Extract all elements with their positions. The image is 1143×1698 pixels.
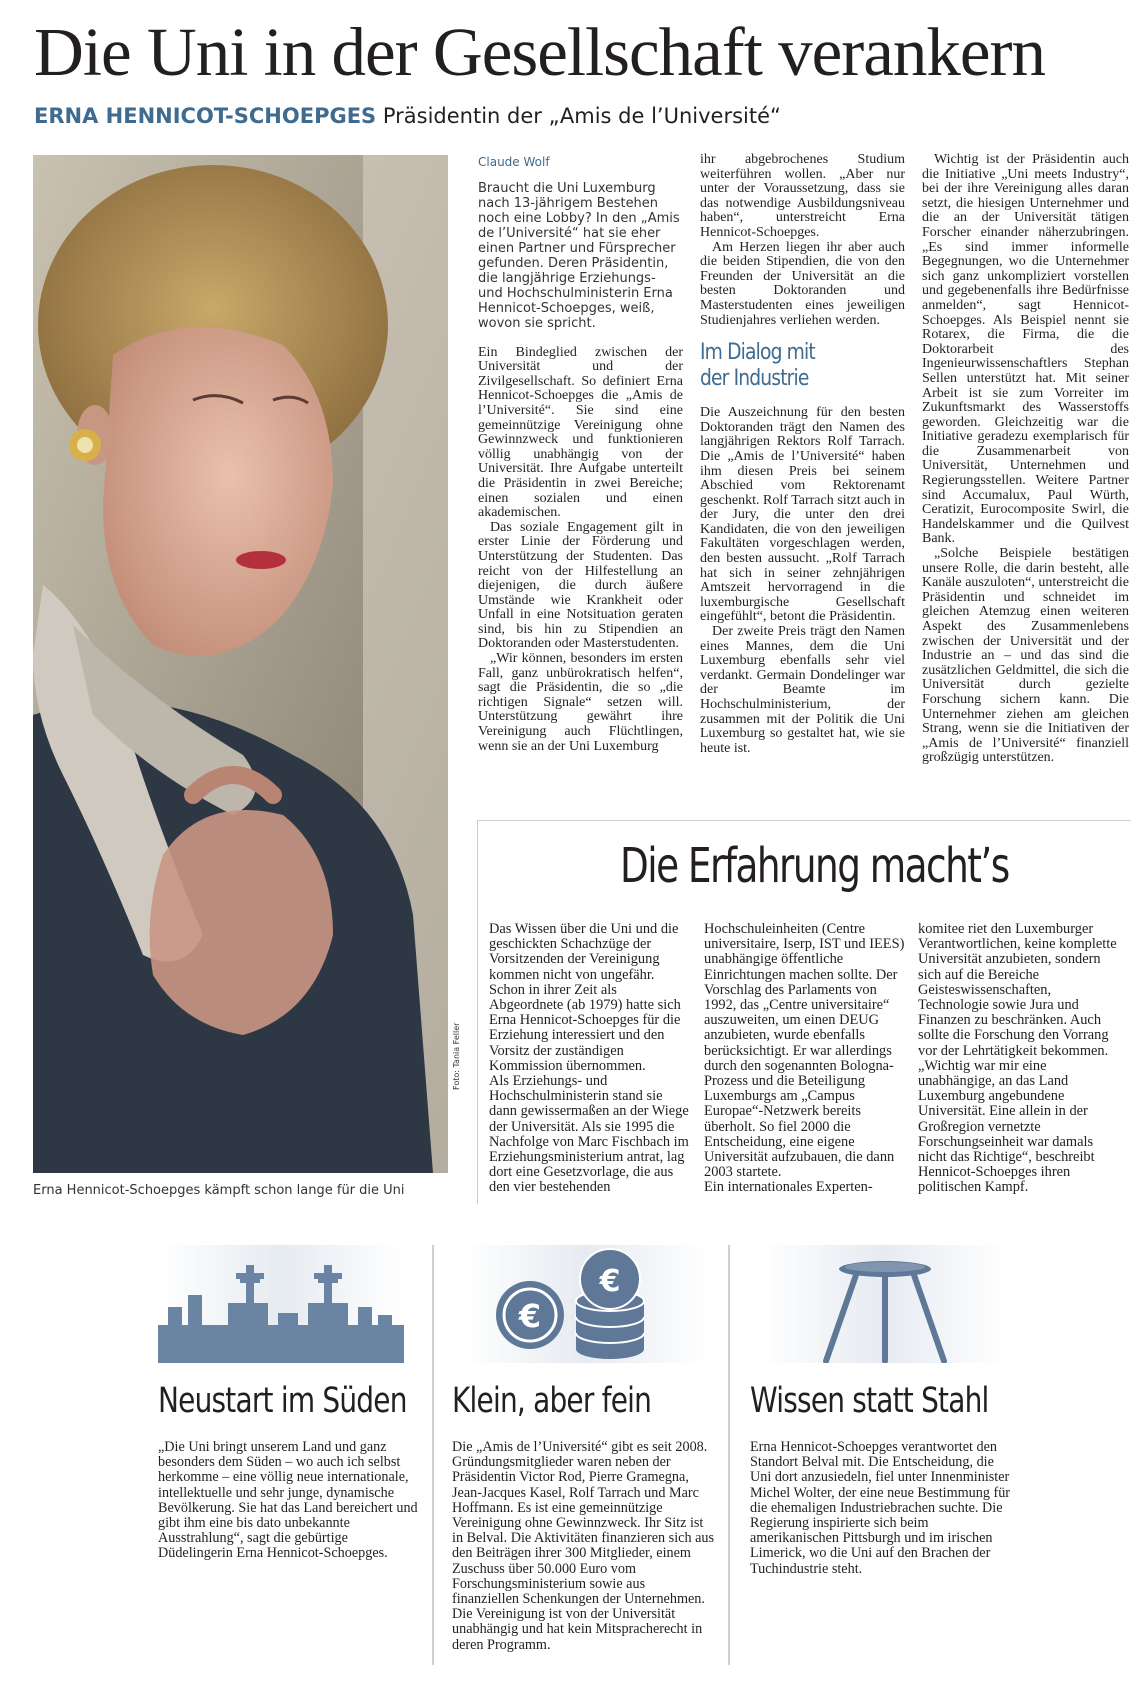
paragraph: ihr abgebrochenes Studium weiterführen wollen. „Aber nur unter der Voraussetzung, dass sie das notwendige Ausbildungsniveau haben“, unterstreicht Erna Hennicot-Schoepges. — [700, 152, 905, 240]
photo-credit: Foto: Tania Feller — [452, 1022, 461, 1090]
industry-towers-icon — [158, 1245, 404, 1363]
portrait-photo-illustration — [33, 155, 448, 1173]
paragraph: Wichtig ist der Präsidentin auch die Initiative „Uni meets Industry“, bei der ihre Vereinigung alles daran setzt, die hiesigen Unternehmer und die an der Universität tätigen Forscher einander näherzubringen. „Es sind immer informelle Begegnungen, wo die Unternehmer sich ganz unkompliziert vorstellen und gegebenenfalls ihre Bedürfnisse anmelden“, sagt Hennicot-Schoepges. Als Beispiel nennt sie Rotarex, die Firma, die die Doktorarbeit des Ingenieurwissenschaftlers Stephan Sellen unterstützt hat. Mit seiner Arbeit ist sie zum Vorreiter im Zukunftsmarkt des Wasserstoffs geworden. Gleichzeitig war die Initiative geradezu exemplarisch für die Zusammenarbeit von Universität, Unternehmen und Regierungsstellen. Weitere Partner sind Accumalux, Paul Würth, Ceratizit, Eurocomposite Swirl, die Handelskammer und die Quilvest Bank. — [922, 152, 1129, 547]
paragraph: komitee riet den Luxemburger Verantwortlichen, keine komplette Universität anzubieten, sondern sich auf die Bereiche Geisteswissenschaften, Technologie sowie Jura und Finanzen zu beschränken. Auch sollte die Forschung den Vorrang vor der Lehrtätigkeit bekommen. — [918, 921, 1117, 1059]
lead: Braucht die Uni Luxemburg nach 13-jährigem Bestehen noch eine Lobby? In den „Amis de l’Université“ hat sie eher einen Partner und Fürsprecher gefunden. Deren Präsidentin, die langjährige Erziehungs- und Hochschulministerin Erna Hennicot-Schoepges, weiß, wovon sie spricht. — [478, 180, 680, 331]
box-title: Wissen statt Stahl — [750, 1381, 989, 1421]
paragraph: Das soziale Engagement gilt in erster Linie der Förderung und Unterstützung der Studenten. Das reicht von der Hilfestellung an diejenigen, die durch äußere Umstände wie Krankheit oder Unfall in eine Notsituation geraten sind, bis hin zu Stipendien an Doktoranden oder Masterstudenten. — [478, 519, 683, 652]
paragraph: Das Wissen über die Uni und die geschickten Schachzüge der Vorsitzenden der Vereinigung kommen nicht von ungefähr. Schon in ihrer Zeit als Abgeordnete (ab 1979) hatte sich Erna Hennicot-Schoepges für die Erziehung interessiert und den Vorsitz der zuständigen Kommission übernommen. — [489, 921, 681, 1074]
paragraph: Die „Amis de l’Université“ gibt es seit 2008. Gründungsmitglieder waren neben der Präsidentin Victor Rod, Pierre Gramegna, Jean-Jacques Kasel, Rolf Tarrach und Marc Hoffmann. Es ist eine gemeinnützige Vereinigung ohne Gewinnzweck. Ihr Sitz ist in Belval. Die Aktivitäten finanzieren sich aus den Beiträgen ihrer 300 Mitglieder, einem Zuschuss über 50.000 Euro vom Forschungsministerium sowie aus finanziellen Schenkungen der Unternehmen. Die Vereinigung ist von der Universität unabhängig und hat kein Mitspracherecht in deren Programm. — [452, 1439, 714, 1653]
euro-coins-icon — [462, 1245, 708, 1363]
paragraph: „Wir können, besonders im ersten Fall, ganz unbürokratisch helfen“, sagt die Präsidentin, die so „die richtigen Signale“ setzen will. Unterstützung gewährt ihre Vereinigung auch Flüchtlingen, wenn sie an der Uni Luxemburg — [478, 651, 683, 754]
paragraph: Die Auszeichnung für den besten Doktoranden trägt den Namen des langjährigen Rektors Rolf Tarrach. Die „Amis de l’Université“ haben ihm diesen Preis bei seinem Abschied vom Rektorenamt geschenkt. Rolf Tarrach sitzt auch in der Jury, die unter den drei Kandidaten, die von den jeweiligen Fakultäten vorgeschlagen werden, den besten aussucht. „Rolf Tarrach hat sich in seiner zehnjährigen Amtszeit hervorragend in die luxemburgische Gesellschaft eingefühlt“, betont die Präsidentin. — [700, 405, 905, 625]
box-text — [750, 1440, 1012, 1577]
box-title: Neustart im Süden — [158, 1381, 407, 1421]
paragraph: Am Herzen liegen ihr aber auch die beiden Stipendien, die von den Freunden der Universität an die besten Doktoranden und Masterstudenten eines jeweiligen Studienjahres verliehen werden. — [700, 239, 905, 328]
box-text — [158, 1440, 420, 1562]
subheading — [700, 340, 874, 392]
paragraph: Der zweite Preis trägt den Namen eines Mannes, dem die Uni Luxemburg ebenfalls sehr viel verdankt. Germain Dondelinger war der Beamte im Hochschulministerium, der zusammen mit der Politik die Uni Luxemburg so gestaltet hat, wie sie heute ist. — [700, 624, 905, 756]
subline-name: ERNA HENNICOT-SCHOEPGES — [34, 104, 377, 128]
paragraph: Ein Bindeglied zwischen der Universität und der Zivilgesellschaft. So definiert Erna Hennicot-Schoepges die „Amis de l’Université“. Sie sind eine gemeinnützige Vereinigung ohne Gewinnzweck und funktionieren völlig unabhängig von der Universität. Ihre Aufgabe unterteilt die Präsidentin in zwei Bereiche; einen sozialen und einen akademischen. — [478, 344, 683, 521]
box-title: Klein, aber fein — [452, 1381, 652, 1421]
paragraph: „Die Uni bringt unserem Land und ganz besonders dem Süden – wo auch ich selbst herkomme – eine völlig neue internationale, intellektuelle und sehr junge, dynamische Bevölkerung. Sie hat das Land bereichert und gibt ihm eine bis dato unbekannte Ausstrahlung“, sagt die gebürtige Düdelingerin Erna Hennicot-Schoepges. — [158, 1439, 418, 1562]
paragraph: „Wichtig war mir eine unabhängige, an das Land Luxemburg angebundene Universität. Eine allein in der Großregion vernetzte Forschungseinheit war damals nicht das Richtige“, beschreibt Hennicot-Schoepges ihren politischen Kampf. — [918, 1057, 1095, 1196]
column-divider — [728, 1245, 730, 1665]
subheading-line-2: der Industrie — [700, 366, 809, 392]
author: Claude Wolf — [478, 155, 550, 169]
box-text — [452, 1440, 714, 1653]
paragraph: „Solche Beispiele bestätigen unsere Rolle, die darin besteht, alle Kanäle auszuloten“, unterstreicht die Präsidentin und schneidet im gleichen Atemzug einen weiteren Aspekt des Zusammenlebens zwischen der Universität und der Industrie an – und das sind die zusätzlichen Geldmittel, die sich die Universität durch gezielte Forschung sichern kann. Die Unternehmer ziehen am gleichen Strang, wenn sie die Initiativen der „Amis de l’Université“ finanziell großzügig unterstützen. — [922, 546, 1129, 766]
photo-caption: Erna Hennicot-Schoepges kämpft schon lange für die Uni — [33, 1183, 405, 1198]
info-box-column-2 — [704, 922, 906, 1196]
info-box-title: Die Erfahrung macht’s — [620, 838, 1009, 894]
svg-text:€: € — [599, 1264, 621, 1299]
paragraph: Erna Hennicot-Schoepges verantwortet den Standort Belval mit. Die Entscheidung, die Uni dort anzusiedeln, fiel unter Innenminister Michel Wolter, der eine neue Bestimmung für die ehemaligen Industriebrachen suchte. Die Regierung inspirierte sich beim amerikanischen Pittsburgh und im irischen Limerick, wo die Uni auf den Brachen der Tuchindustrie steht. — [750, 1439, 1011, 1577]
paragraph: Als Erziehungs- und Hochschulministerin stand sie dann gewissermaßen an der Wiege der Universität. Als sie 1995 die Nachfolge von Marc Fischbach im Erziehungsministerium antrat, lag dort eine Gesetzvorlage, die aus den vier bestehenden — [489, 1073, 689, 1196]
info-box-column-1 — [489, 922, 689, 1196]
subline — [34, 104, 781, 128]
paragraph: Ein internationales Experten- — [704, 1179, 873, 1196]
article-column-3 — [922, 153, 1129, 766]
portrait-photo — [33, 155, 448, 1173]
info-box-column-3 — [918, 922, 1120, 1196]
stool-icon — [760, 1245, 1006, 1363]
article-column-1 — [478, 155, 683, 754]
article-column-2 — [700, 153, 905, 756]
column-divider — [432, 1245, 434, 1665]
subline-role: Präsidentin der „Amis de l’Université“ — [382, 104, 781, 128]
svg-text:€: € — [518, 1297, 542, 1335]
paragraph: Hochschuleinheiten (Centre universitaire, Iserp, IST und IEES) unabhängige öffentliche Einrichtungen machen sollte. Der Vorschlag des Parlaments von 1992, das „Centre universitaire“ auszuweiten, um einen DEUG anzubieten, wurde ebenfalls berücksichtigt. Er war allerdings durch den sogenannten Bologna-Prozess und die Beteiligung Luxemburgs am „Campus Europae“-Netzwerk bereits überholt. So fiel 2000 die Entscheidung, eine eigene Universität aufzubauen, die dann 2003 startete. — [704, 921, 905, 1181]
headline: Die Uni in der Gesellschaft verankern — [34, 14, 1046, 90]
subheading-line-1: Im Dialog mit — [700, 340, 815, 366]
